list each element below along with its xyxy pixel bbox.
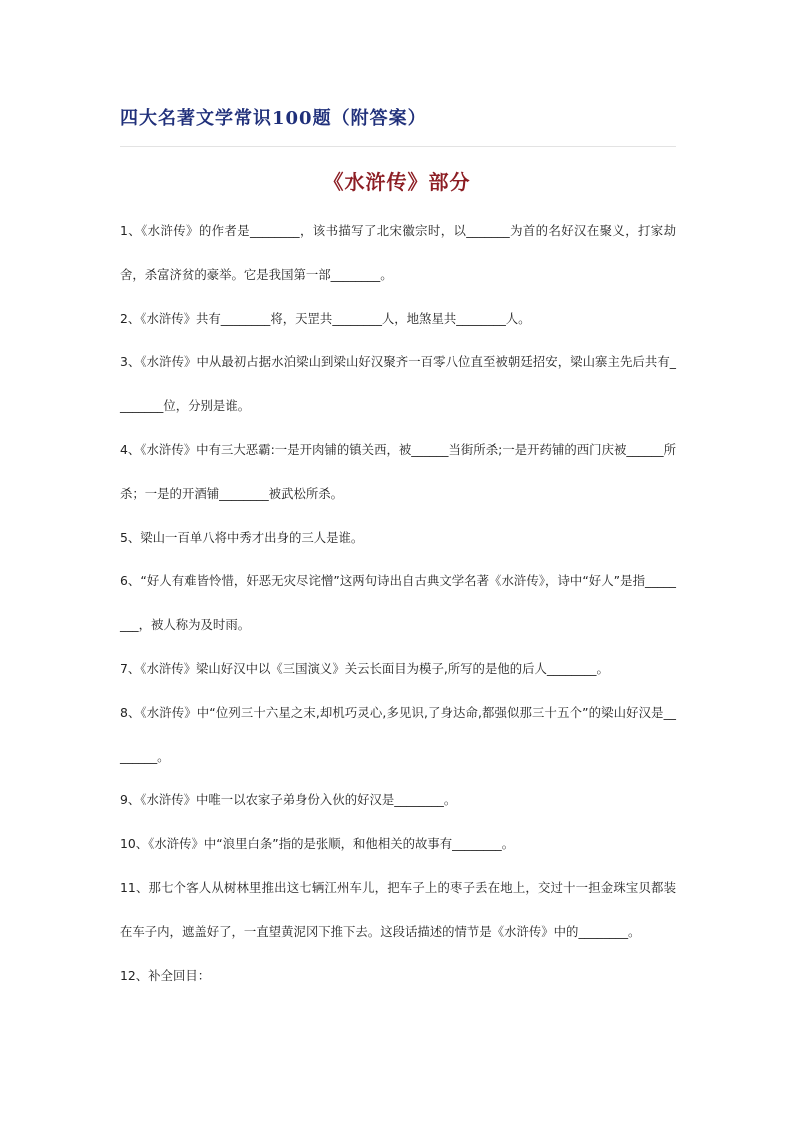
question-11: 11、那七个客人从树林里推出这七辆江州车儿，把车子上的枣子丢在地上，交过十一担金珠宝贝都装在车子内，遮盖好了，一直望黄泥冈下推下去。这段话描述的情节是《水浒传》中的________。 bbox=[120, 879, 676, 939]
question-5: 5、梁山一百单八将中秀才出身的三人是谁。 bbox=[120, 529, 364, 545]
question-1: 1、《水浒传》的作者是________，该书描写了北宋徽宗时，以_______为首的名好汉在聚义，打家劫舍，杀富济贫的豪举。它是我国第一部________。 bbox=[120, 223, 676, 282]
question-2: 2、《水浒传》共有________将，天罡共________人，地煞星共________人。 bbox=[120, 310, 531, 326]
question-9: 9、《水浒传》中唯一以农家子弟身份入伙的好汉是________。 bbox=[120, 792, 457, 808]
question-7: 7、《水浒传》梁山好汉中以《三国演义》关云长面目为模子,所写的是他的后人________。 bbox=[120, 660, 609, 676]
question-3: 3、《水浒传》中从最初占据水泊梁山到梁山好汉聚齐一百零八位直至被朝廷招安，梁山寨主先后共有________位，分别是谁。 bbox=[120, 354, 676, 414]
question-4: 4、《水浒传》中有三大恶霸:一是开肉铺的镇关西，被______当街所杀;一是开药铺的西门庆被______所杀；一是的开酒铺________被武松所杀。 bbox=[120, 441, 676, 501]
title-divider bbox=[120, 146, 676, 147]
question-6: 6、“好人有难皆怜惜，奸恶无灾尽诧憎”这两句诗出自古典文学名著《水浒传》，诗中“好人”是指________，被人称为及时雨。 bbox=[120, 573, 676, 633]
document-title: 四大名著文学常识100题（附答案） bbox=[120, 108, 427, 129]
section-heading: 《水浒传》部分 bbox=[323, 170, 471, 194]
question-10: 10、《水浒传》中“浪里白条”指的是张顺，和他相关的故事有________。 bbox=[120, 836, 515, 852]
question-12: 12、补全回目： bbox=[120, 967, 211, 983]
question-list bbox=[120, 209, 676, 997]
question-8: 8、《水浒传》中“位列三十六星之末,却机巧灵心,多见识,了身达命,都强似那三十五个”的梁山好汉是________。 bbox=[120, 704, 676, 764]
